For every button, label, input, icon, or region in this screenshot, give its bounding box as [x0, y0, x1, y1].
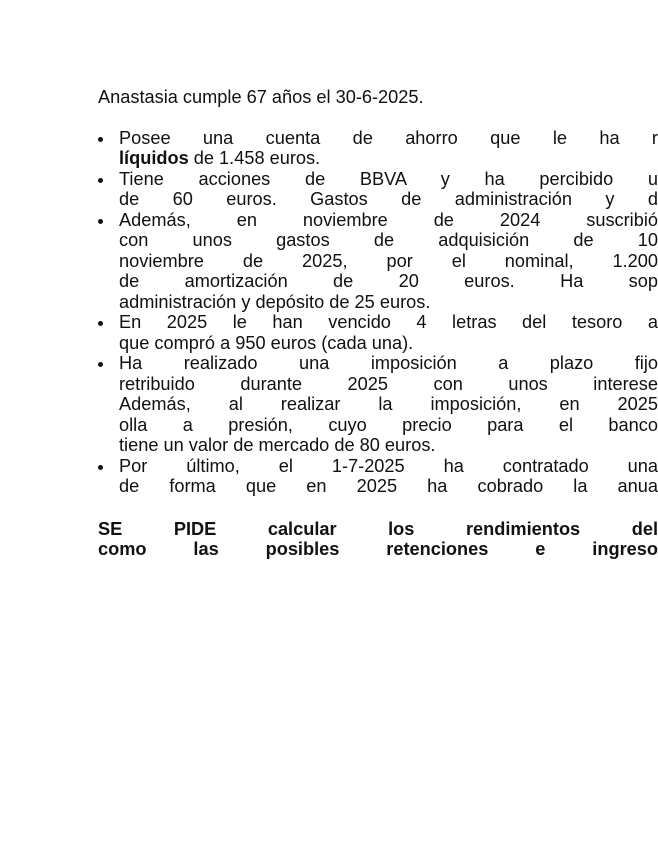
bullet-dot-icon	[98, 362, 103, 367]
intro-sentence: Anastasia cumple 67 años el 30-6-2025.	[98, 87, 424, 107]
bullet-dot-icon	[98, 321, 103, 326]
text-line: Además, en noviembre de 2024 suscribió	[119, 209, 658, 230]
text-fragment: de 1.458 euros.	[188, 148, 321, 168]
text-line: Además, al realizar la imposición, en 2025	[119, 394, 658, 414]
text-line: noviembre de 2025, por el nominal, 1.200	[119, 250, 658, 271]
text-line	[119, 148, 658, 169]
text-line: SE PIDE calcular los rendimientos del	[98, 518, 658, 539]
text-line: con unos gastos de adquisición de 10	[119, 230, 658, 250]
text-line: Posee una cuenta de ahorro que le ha r	[119, 127, 658, 148]
list-item	[98, 312, 658, 353]
bold-term: líquidos	[119, 148, 189, 168]
text-line: administración y depósito de 25 euros.	[119, 291, 431, 312]
bullet-dot-icon	[98, 465, 103, 470]
list-item	[98, 128, 658, 169]
bullet-dot-icon	[98, 219, 103, 224]
text-line: de amortización de 20 euros. Ha sop	[119, 271, 658, 291]
text-line: olla a presión, cuyo precio para el banco	[119, 414, 658, 435]
list-item	[98, 210, 658, 313]
list-item	[98, 456, 658, 497]
task-request	[98, 519, 658, 560]
bullet-dot-icon	[98, 178, 103, 183]
text-line: como las posibles retenciones e ingreso	[98, 539, 658, 559]
text-line: que compró a 950 euros (cada una).	[119, 332, 414, 353]
text-line: de forma que en 2025 ha cobrado la anua	[119, 476, 658, 496]
list-item	[98, 169, 658, 210]
text-line: retribuido durante 2025 con unos interese	[119, 373, 658, 394]
facts-list	[98, 128, 658, 497]
document-content	[98, 87, 658, 560]
list-item	[98, 353, 658, 456]
text-line: de 60 euros. Gastos de administración y d	[119, 189, 658, 209]
text-line: En 2025 le han vencido 4 letras del tesoro a	[119, 312, 658, 332]
text-line: Ha realizado una imposición a plazo fijo	[119, 353, 658, 373]
text-line: tiene un valor de mercado de 80 euros.	[119, 435, 436, 455]
text-line: Por último, el 1-7-2025 ha contratado una	[119, 455, 658, 476]
text-line: Tiene acciones de BBVA y ha percibido u	[119, 168, 658, 189]
bullet-dot-icon	[98, 137, 103, 142]
